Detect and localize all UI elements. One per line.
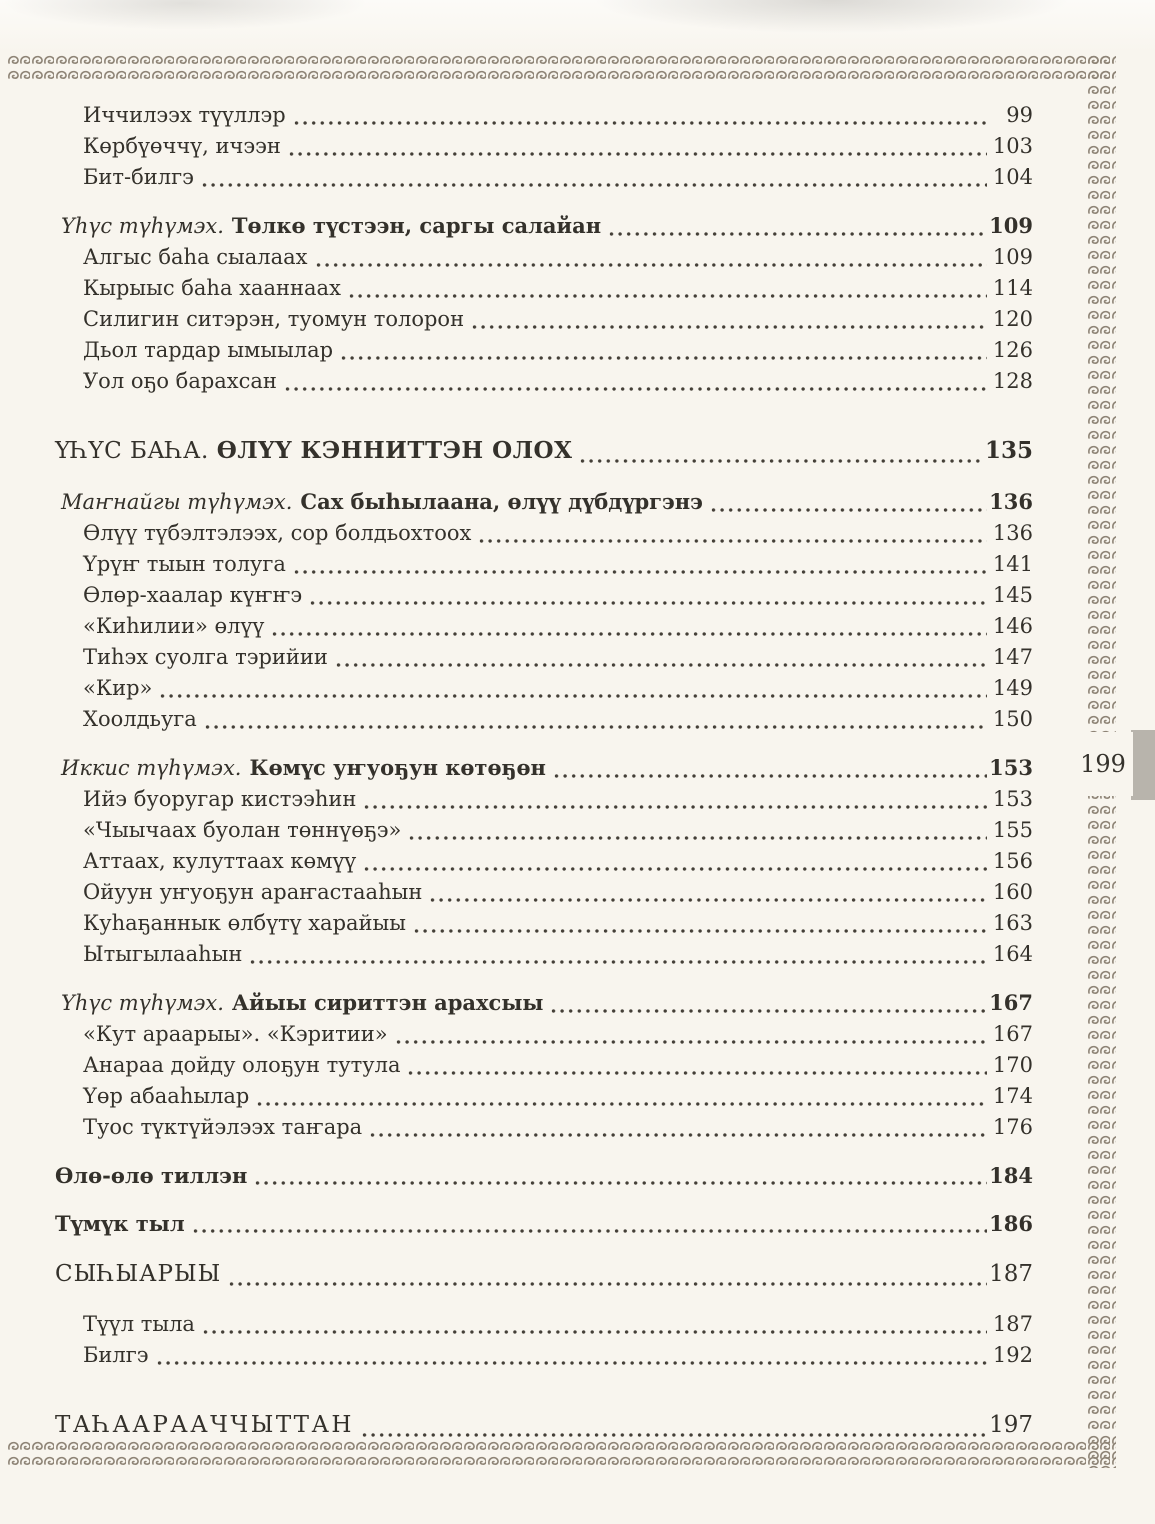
dot-leader	[229, 1281, 987, 1287]
toc-entry-page: 176	[992, 1115, 1033, 1139]
toc-entry-page: 156	[992, 849, 1033, 873]
toc-entry	[55, 611, 1033, 642]
scan-page-edge	[1131, 730, 1155, 800]
toc-entry-title: Иччилээх түүллэр	[83, 103, 286, 127]
toc-entry-page: 128	[992, 369, 1033, 393]
toc-entry-title: Алгыс баһа сыалаах	[83, 245, 308, 269]
toc-entry	[55, 242, 1033, 273]
toc-entry-title: Өлөр-хаалар күҥҥэ	[83, 583, 303, 607]
dot-leader	[409, 835, 987, 841]
toc-entry	[55, 100, 1033, 131]
toc-entry-page: 150	[992, 707, 1033, 731]
toc-entry-title: Билгэ	[83, 1343, 149, 1367]
toc-entry-title: Түмүк тыл	[55, 1211, 185, 1236]
toc-entry	[55, 673, 1033, 704]
toc-entry-title: Ойуун уҥуоҕун араҥастааһын	[83, 880, 423, 904]
dot-leader	[479, 538, 987, 544]
toc-entry-page: 104	[992, 165, 1033, 189]
dot-leader	[193, 1228, 987, 1234]
toc-entry-title: Аттаах, кулуттаах көмүү	[83, 849, 357, 873]
toc-entry	[55, 486, 1033, 518]
toc-entry	[55, 273, 1033, 304]
toc-entry-page: 187	[989, 1261, 1033, 1287]
toc-entry-prefix: Иккис түһүмэх.	[61, 756, 242, 780]
toc-entry	[55, 908, 1033, 939]
toc-entry-page: 186	[989, 1211, 1033, 1236]
dot-leader	[711, 507, 987, 513]
toc-entry-page: 136	[992, 521, 1033, 545]
dot-leader	[250, 959, 987, 965]
dot-leader	[362, 1432, 987, 1438]
toc-entry-page: 155	[992, 818, 1033, 842]
toc-entry-title: СЫҺЫАРЫЫ	[55, 1261, 222, 1287]
toc-entry-title: Ытыгылааһын	[83, 942, 243, 966]
toc-entry-page: 184	[989, 1163, 1033, 1188]
toc-entry-page: 167	[992, 1022, 1033, 1046]
toc-entry-prefix: Үһүс түһүмэх.	[61, 214, 224, 238]
toc-entry-title: «Киһилии» өлүү	[83, 614, 265, 638]
dot-leader	[472, 324, 987, 330]
toc-entry	[55, 1081, 1033, 1112]
toc-entry-title: Үрүҥ тыын толуга	[83, 552, 286, 576]
toc-entry	[55, 210, 1033, 242]
toc-entry	[55, 1407, 1033, 1443]
toc-entry-page: 153	[992, 787, 1033, 811]
ornament-border-top	[6, 52, 1116, 82]
toc-entry-title: «Кир»	[83, 676, 153, 700]
toc-entry-page: 120	[992, 307, 1033, 331]
toc-entry-page: 187	[992, 1312, 1033, 1336]
toc-entry	[55, 518, 1033, 549]
toc-entry-page: 170	[992, 1053, 1033, 1077]
toc-entry-title: Кырыыс баһа хааннаах	[83, 276, 341, 300]
toc-entry	[55, 580, 1033, 611]
dot-leader	[580, 458, 983, 464]
toc-entry-prefix: ҮҺҮС БАҺА.	[55, 438, 209, 464]
toc-entry-prefix: Үһүс түһүмэх.	[61, 991, 224, 1015]
toc-entry	[55, 752, 1033, 784]
toc-entry-title: Төлкө түстээн, саргы салайан	[231, 213, 602, 238]
toc-entry-title: Бит-билгэ	[83, 165, 194, 189]
toc-entry	[55, 877, 1033, 908]
toc-entry-page: 174	[992, 1084, 1033, 1108]
toc-entry-title: Дьол тардар ымыылар	[83, 338, 334, 362]
toc-entry	[55, 1160, 1033, 1191]
toc-entry-title: Туос түктүйэлээх таҥара	[83, 1115, 363, 1139]
toc-entry	[55, 1256, 1033, 1292]
toc-entry-title: ТАҺААРААЧЧЫТТАН	[55, 1412, 354, 1438]
page-number: 199	[1073, 732, 1133, 796]
toc-entry-title: Түүл тыла	[83, 1312, 195, 1336]
toc-entry	[55, 704, 1033, 735]
toc-entry	[55, 1050, 1033, 1081]
toc-entry-title: Өлө-өлө тиллэн	[55, 1163, 248, 1188]
dot-leader	[408, 1070, 987, 1076]
dot-leader	[364, 804, 987, 810]
toc-entry	[55, 1309, 1033, 1340]
dot-leader	[341, 355, 987, 361]
dot-leader	[257, 1101, 987, 1107]
toc-entry-title: Өлүү түбэлтэлээх, сор болдьохтоох	[83, 521, 472, 545]
toc-entry-title: Куһаҕаннык өлбүтү харайыы	[83, 911, 406, 935]
toc-entry-title: Тиһэх суолга тэрийии	[83, 645, 328, 669]
toc-entry-title: Уол оҕо барахсан	[83, 369, 277, 393]
toc-entry-title: «Кут араарыы». «Кэритии»	[83, 1022, 388, 1046]
dot-leader	[203, 1329, 987, 1335]
toc-entry	[55, 335, 1033, 366]
dot-leader	[430, 897, 987, 903]
dot-leader	[157, 1360, 987, 1366]
dot-leader	[255, 1180, 987, 1186]
toc-entry-page: 147	[992, 645, 1033, 669]
toc-entry	[55, 815, 1033, 846]
toc-entry-page: 103	[992, 134, 1033, 158]
toc-entry	[55, 987, 1033, 1019]
toc-entry-page: 149	[992, 676, 1033, 700]
toc-entry-page: 164	[992, 942, 1033, 966]
dot-leader	[272, 631, 987, 637]
dot-leader	[205, 724, 987, 730]
dot-leader	[349, 293, 987, 299]
toc-entry-title: Көрбүөччү, ичээн	[83, 134, 281, 158]
toc-entry-page: 153	[989, 755, 1033, 780]
toc-entry	[55, 433, 1033, 469]
toc-entry-page: 160	[992, 880, 1033, 904]
dot-leader	[336, 662, 987, 668]
toc-entry-title: Үөр абааһылар	[83, 1084, 250, 1108]
toc-entry	[55, 549, 1033, 580]
dot-leader	[289, 151, 987, 157]
dot-leader	[396, 1039, 987, 1045]
toc-entry	[55, 131, 1033, 162]
toc-entry-page: 109	[992, 245, 1033, 269]
toc-entry	[55, 366, 1033, 397]
toc-entry-page: 136	[989, 489, 1033, 514]
toc-entry-page: 146	[992, 614, 1033, 638]
toc-entry-title: Хоолдьуга	[83, 707, 197, 731]
dot-leader	[285, 386, 987, 392]
toc-entry-page: 99	[1006, 103, 1033, 127]
dot-leader	[294, 120, 987, 126]
toc-entry-page: 126	[992, 338, 1033, 362]
toc-entry	[55, 846, 1033, 877]
toc-entry	[55, 162, 1033, 193]
toc-entry-page: 145	[992, 583, 1033, 607]
toc-entry-prefix: Маҥнайгы түһүмэх.	[61, 490, 293, 514]
toc-entry	[55, 1112, 1033, 1143]
toc-entry-title: Көмүс уҥуоҕун көтөҕөн	[249, 755, 546, 780]
toc-list	[55, 100, 1033, 1443]
toc-entry-page: 197	[989, 1412, 1033, 1438]
dot-leader	[310, 600, 987, 606]
toc-entry	[55, 1208, 1033, 1239]
dot-leader	[316, 262, 988, 268]
toc-entry-page: 114	[992, 276, 1033, 300]
toc-entry	[55, 304, 1033, 335]
toc-entry-page: 109	[989, 213, 1033, 238]
dot-leader	[294, 569, 987, 575]
dot-leader	[160, 693, 987, 699]
toc-entry-page: 141	[992, 552, 1033, 576]
dot-leader	[202, 182, 987, 188]
dot-leader	[551, 1008, 987, 1014]
toc-entry-page: 167	[989, 990, 1033, 1015]
toc-entry-title: Силигин ситэрэн, туомун толорон	[83, 307, 465, 331]
toc-entry-title: Сах быһылаана, өлүү дүбдүргэнэ	[300, 489, 703, 514]
toc-entry-page: 163	[992, 911, 1033, 935]
toc-entry	[55, 1019, 1033, 1050]
toc-entry-title: Ийэ буоругар кистээһин	[83, 787, 357, 811]
toc-entry-title: Айыы сириттэн арахсыы	[231, 990, 544, 1015]
dot-leader	[609, 231, 987, 237]
scan-shadow	[0, 0, 1155, 52]
toc-entry	[55, 784, 1033, 815]
toc-entry	[55, 939, 1033, 970]
dot-leader	[364, 866, 987, 872]
toc-entry-title: Анараа дойду олоҕун тутула	[83, 1053, 401, 1077]
dot-leader	[554, 773, 987, 779]
toc-entry	[55, 1340, 1033, 1371]
toc-entry-page: 192	[992, 1343, 1033, 1367]
toc-entry	[55, 642, 1033, 673]
toc-entry-page: 135	[984, 437, 1033, 464]
toc-entry-title: ӨЛҮҮ КЭННИТТЭН ОЛОХ	[216, 437, 573, 464]
dot-leader	[414, 928, 987, 934]
dot-leader	[370, 1132, 987, 1138]
toc-entry-title: «Чыычаах буолан төннүөҕэ»	[83, 818, 402, 842]
